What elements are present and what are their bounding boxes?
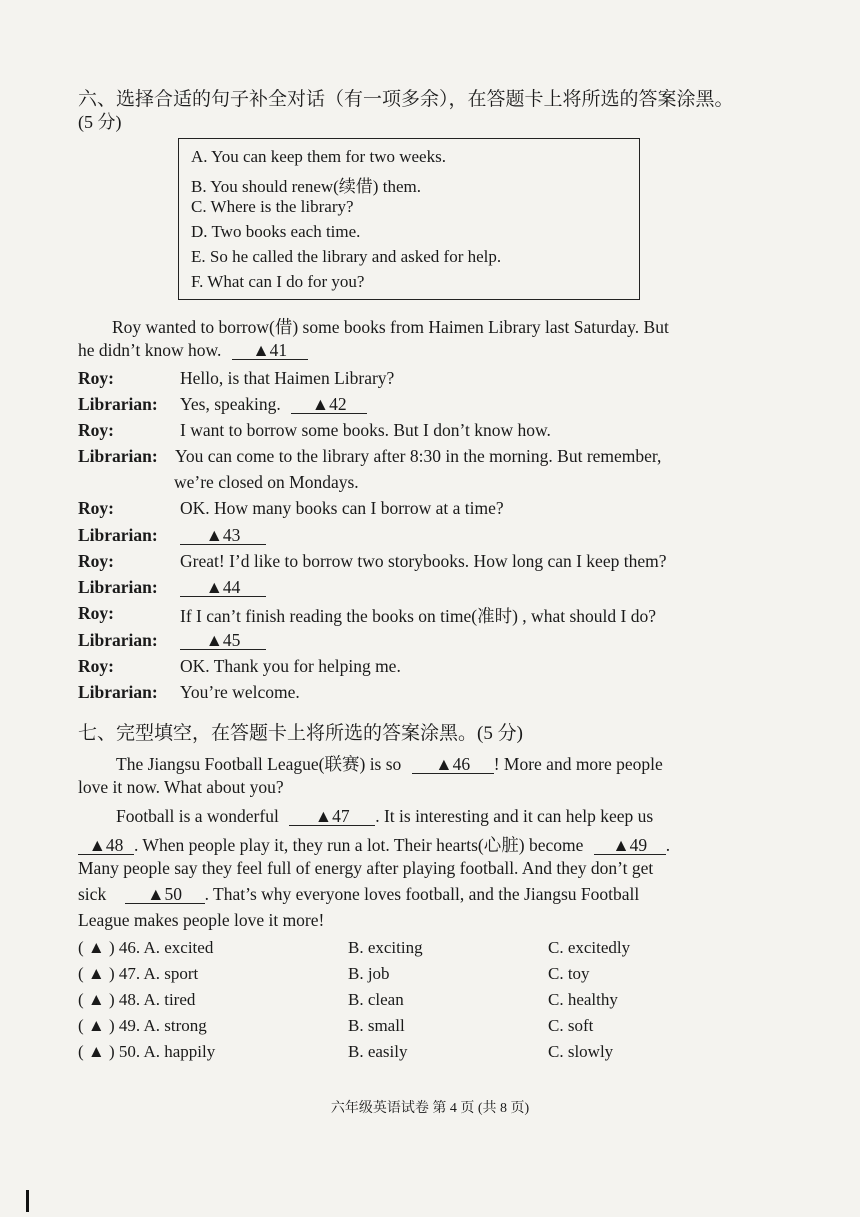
question-47-b: B. job	[348, 964, 390, 983]
dialogue-line	[180, 630, 266, 651]
passage-line-5: Many people say they feel full of energy after playing football. And they don’t get	[78, 858, 654, 878]
dialogue-line: Great! I’d like to borrow two storybooks. How long can I keep them?	[180, 551, 667, 571]
section6-heading: 六、选择合适的句子补全对话（有一项多余），在答题卡上将所选的答案涂黑。	[78, 89, 734, 110]
question-46: ( ▲ ) 46. A. excited	[78, 938, 214, 957]
blank-43: ▲43	[180, 526, 266, 545]
speaker-librarian: Librarian:	[78, 682, 158, 702]
option-d: D. Two books each time.	[191, 222, 361, 241]
option-c: C. Where is the library?	[191, 197, 354, 216]
question-50-c: C. slowly	[548, 1042, 614, 1061]
options-box	[178, 138, 640, 300]
speaker-roy: Roy:	[78, 603, 114, 623]
intro-line-1: Roy wanted to borrow(借) some books from Haimen Library last Saturday. But	[112, 317, 669, 337]
section6-score: (5 分)	[78, 112, 122, 132]
passage-text: ! More and more people	[493, 754, 663, 774]
intro-text: he didn’t know how.	[78, 340, 222, 360]
speaker-roy: Roy:	[78, 498, 114, 518]
dialogue-line: You’re welcome.	[180, 682, 300, 702]
edge-mark	[26, 1190, 29, 1212]
blank-47: ▲47	[289, 807, 375, 826]
passage-line-6	[78, 884, 639, 905]
question-48: ( ▲ ) 48. A. tired	[78, 990, 196, 1009]
question-50-b: B. easily	[348, 1042, 408, 1061]
passage-line-2: love it now. What about you?	[78, 777, 284, 797]
blank-42: ▲42	[291, 395, 367, 414]
question-50: ( ▲ ) 50. A. happily	[78, 1042, 216, 1061]
option-e: E. So he called the library and asked for help.	[191, 247, 502, 266]
question-49: ( ▲ ) 49. A. strong	[78, 1016, 207, 1035]
blank-45: ▲45	[180, 631, 266, 650]
question-47-c: C. toy	[548, 964, 590, 983]
speaker-librarian: Librarian:	[78, 446, 158, 466]
speaker-librarian: Librarian:	[78, 630, 158, 650]
question-49-b: B. small	[348, 1016, 405, 1035]
dialogue-line: If I can’t finish reading the books on time(准时) , what should I do?	[180, 606, 656, 626]
speaker-librarian: Librarian:	[78, 577, 158, 597]
dialogue-line	[180, 394, 367, 415]
speaker-roy: Roy:	[78, 551, 114, 571]
dialogue-line: OK. How many books can I borrow at a time?	[180, 498, 504, 518]
passage-text: . When people play it, they run a lot. Their hearts(心脏) become	[134, 835, 584, 855]
passage-text: . It is interesting and it can help keep us	[375, 806, 654, 826]
intro-line-2	[78, 340, 308, 361]
question-46-b: B. exciting	[348, 938, 423, 957]
speaker-roy: Roy:	[78, 368, 114, 388]
dialogue-line: OK. Thank you for helping me.	[180, 656, 401, 676]
page-footer: 六年级英语试卷 第 4 页 (共 8 页)	[330, 1101, 530, 1116]
blank-46: ▲46	[412, 755, 494, 774]
dialogue-line: You can come to the library after 8:30 in the morning. But remember,	[175, 446, 662, 466]
speaker-librarian: Librarian:	[78, 394, 158, 414]
question-48-c: C. healthy	[548, 990, 618, 1009]
question-48-b: B. clean	[348, 990, 404, 1009]
option-f: F. What can I do for you?	[191, 272, 365, 291]
section7-heading: 七、完型填空，在答题卡上将所选的答案涂黑。(5 分)	[78, 723, 523, 744]
speaker-roy: Roy:	[78, 420, 114, 440]
passage-text: Football is a wonderful	[116, 806, 279, 826]
dialogue-text: Yes, speaking.	[180, 394, 281, 414]
blank-44: ▲44	[180, 578, 266, 597]
dialogue-line	[180, 577, 266, 598]
blank-48: ▲48	[78, 836, 134, 855]
passage-line-7: League makes people love it more!	[78, 910, 325, 930]
blank-49: ▲49	[594, 836, 666, 855]
question-49-c: C. soft	[548, 1016, 594, 1035]
dialogue-line-cont: we’re closed on Mondays.	[174, 472, 359, 492]
dialogue-line	[180, 525, 266, 546]
option-b: B. You should renew(续借) them.	[191, 177, 421, 196]
passage-line-4	[78, 832, 670, 857]
blank-41: ▲41	[232, 341, 308, 360]
blank-50: ▲50	[125, 885, 205, 904]
passage-text: . That’s why everyone loves football, and the Jiangsu Football	[204, 884, 640, 904]
passage-line-3	[116, 806, 653, 827]
passage-text: The Jiangsu Football League(联赛) is so	[116, 754, 402, 774]
dialogue-line: Hello, is that Haimen Library?	[180, 368, 395, 388]
passage-text: .	[665, 835, 671, 855]
question-47: ( ▲ ) 47. A. sport	[78, 964, 199, 983]
speaker-librarian: Librarian:	[78, 525, 158, 545]
passage-text: sick	[78, 884, 107, 904]
speaker-roy: Roy:	[78, 656, 114, 676]
dialogue-line: I want to borrow some books. But I don’t know how.	[180, 420, 551, 440]
passage-line-1	[116, 751, 663, 776]
question-46-c: C. excitedly	[548, 938, 631, 957]
option-a: A. You can keep them for two weeks.	[191, 147, 446, 166]
